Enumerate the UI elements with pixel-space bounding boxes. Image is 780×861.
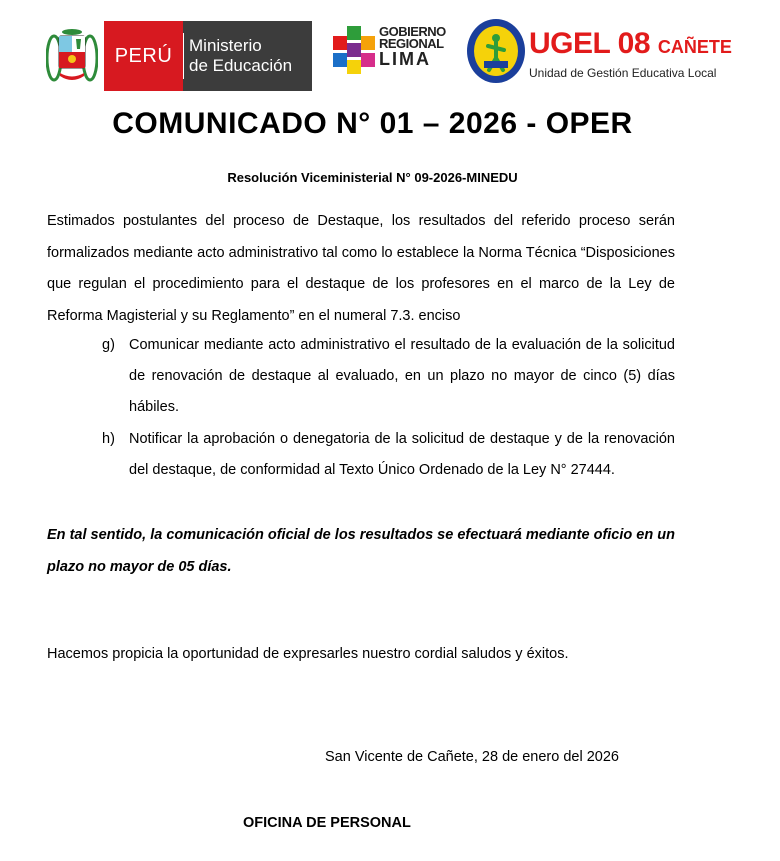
gobierno-line-2: REGIONAL — [379, 36, 444, 51]
emphasis-paragraph: En tal sentido, la comunicación oficial de los resultados se efectuará mediante oficio en un plazo no mayor de 05 días. — [47, 527, 675, 575]
ugel-title — [529, 27, 732, 61]
closing-line: Hacemos propicia la oportunidad de expresarles nuestro cordial saludos y éxitos. — [47, 646, 569, 662]
peru-coat-of-arms-logo — [46, 26, 98, 86]
intro-paragraph: Estimados postulantes del proceso de Destaque, los resultados del referido proceso serán formalizados mediante acto administrativo tal como lo establece la Norma Técnica “Disposiciones que regulan el procedimiento para el destaque de los profesores en el marco de la Ley de Reforma Magisterial y su Reglamento” en el numeral 7.3. enciso — [47, 213, 675, 325]
document-subtitle: Resolución Viceministerial N° 09-2026-MINEDU — [227, 170, 518, 185]
list-item-g — [47, 330, 675, 423]
ugel-title-suffix: CAÑETE — [657, 37, 732, 57]
list-marker: h) — [102, 431, 115, 447]
ugel-title-main: UGEL 08 — [529, 27, 650, 60]
document-title: COMUNICADO N° 01 – 2026 - OPER — [112, 107, 633, 140]
list-text: Comunicar mediante acto administrativo el resultado de la evaluación de la solicitud de renovación de destaque al evaluado, en un plazo no mayor de cinco (5) días hábiles. — [129, 337, 675, 415]
ministerio-line-2: de Educación — [189, 56, 293, 75]
gobierno-regional-lima-logo — [333, 26, 375, 74]
date-line: San Vicente de Cañete, 28 de enero del 2026 — [325, 749, 619, 765]
peru-label: PERÚ — [114, 44, 173, 67]
list-text: Notificar la aprobación o denegatoria de la solicitud de destaque y de la renovación del destaque, de conformidad al Texto Único Ordenado de la Ley N° 27444. — [129, 431, 675, 478]
ugel-seal-logo — [466, 18, 526, 84]
ministerio-line-1: Ministerio — [189, 36, 262, 55]
gobierno-line-1: GOBIERNO — [379, 24, 446, 39]
gobierno-regional-wordmark — [379, 24, 446, 69]
ugel-subtitle: Unidad de Gestión Educativa Local — [529, 66, 717, 80]
peru-brand-block — [104, 21, 183, 91]
gobierno-line-3: LIMA — [379, 49, 431, 69]
ministerio-brand-block — [183, 21, 312, 91]
list-item-h — [47, 424, 675, 486]
signing-office: OFICINA DE PERSONAL — [243, 815, 411, 831]
numbered-list — [47, 330, 675, 487]
list-marker: g) — [102, 337, 115, 353]
